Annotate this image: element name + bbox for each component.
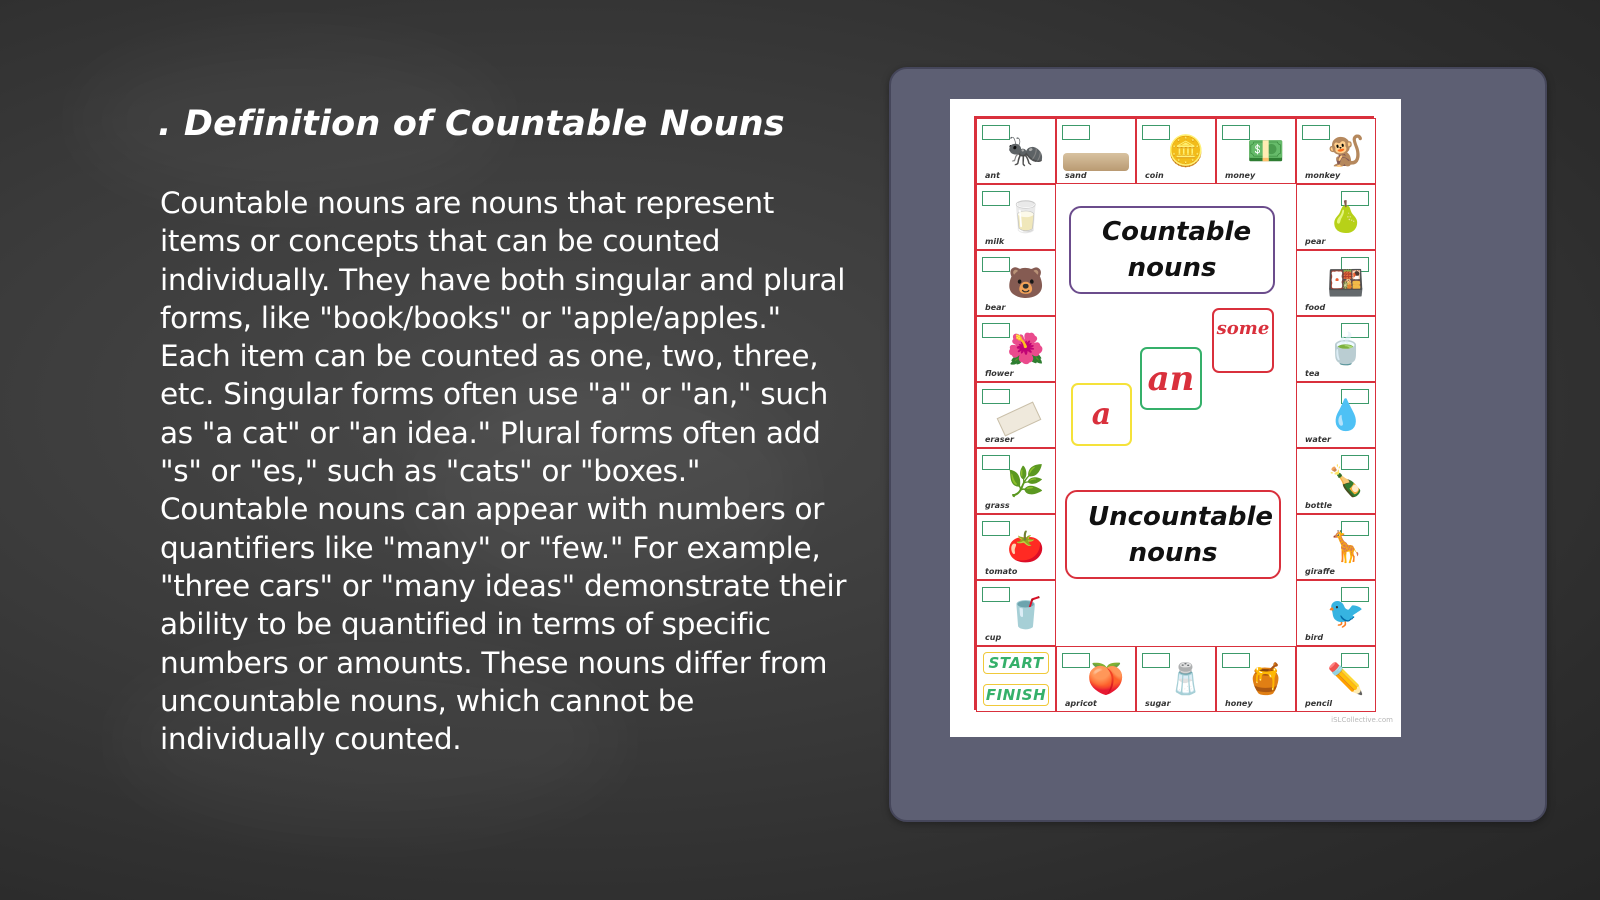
- cell-word: eraser: [985, 435, 1014, 444]
- board-cell-coin: [1136, 118, 1216, 184]
- cell-word: bird: [1305, 633, 1324, 642]
- cell-word: cup: [985, 633, 1002, 642]
- answer-box[interactable]: [1302, 125, 1330, 140]
- answer-box[interactable]: [1062, 125, 1090, 140]
- money-icon: 💵: [1247, 134, 1285, 169]
- cell-word: monkey: [1305, 171, 1341, 180]
- ant-icon: 🐜: [1007, 134, 1045, 169]
- cell-word: flower: [985, 369, 1014, 378]
- answer-box[interactable]: [982, 389, 1010, 404]
- cell-word: pear: [1305, 237, 1326, 246]
- cell-word: bear: [985, 303, 1006, 312]
- board-game: [974, 116, 1374, 710]
- honey-icon: 🍯: [1247, 662, 1285, 697]
- board-cell-honey: [1216, 646, 1296, 712]
- start-finish-cell: [976, 646, 1056, 712]
- board-cell-food: [1296, 250, 1376, 316]
- sand-icon: [1063, 153, 1129, 171]
- eraser-icon: [997, 401, 1042, 436]
- answer-box[interactable]: [982, 125, 1010, 140]
- cell-word: grass: [985, 501, 1010, 510]
- article-a-text: a: [1091, 397, 1112, 432]
- answer-box[interactable]: [982, 191, 1010, 206]
- answer-box[interactable]: [1062, 653, 1090, 668]
- cell-word: sugar: [1145, 699, 1171, 708]
- board-cell-sand: [1056, 118, 1136, 184]
- board-cell-ant: [976, 118, 1056, 184]
- bear-icon: 🐻: [1007, 266, 1045, 301]
- article-some-text: some: [1216, 318, 1270, 339]
- board-cell-pear: [1296, 184, 1376, 250]
- answer-box[interactable]: [982, 455, 1010, 470]
- milk-icon: 🥛: [1007, 200, 1045, 235]
- cell-word: food: [1305, 303, 1326, 312]
- slide-body-text: Countable nouns are nouns that represent items or concepts that can be counted individually. They have both singular and plural forms, like "book/books" or "apple/apples." Each item can be counted as one, two, three, etc. Singular forms often use "a" or "an," such as "a cat" or "an idea." Plural forms often add "s" or "es," such as "cats" or "boxes." Countable nouns can appear with numbers or quantifiers like "many" or "few." For example, "three cars" or "many ideas" demonstrate their ability to be quantified in terms of specific numbers or amounts. These nouns differ from uncountable nouns, which cannot be individually counted.: [160, 186, 847, 757]
- cell-word: water: [1305, 435, 1331, 444]
- cell-word: pencil: [1305, 699, 1333, 708]
- board-cell-pencil: [1296, 646, 1376, 712]
- bottle-icon: 🍾: [1327, 464, 1365, 499]
- pear-icon: 🍐: [1327, 200, 1365, 235]
- article-an: [1140, 347, 1202, 410]
- slide-title: . Definition of Countable Nouns: [158, 104, 785, 144]
- board-cell-sugar: [1136, 646, 1216, 712]
- uncountable-nouns-text: Uncountable nouns: [1088, 501, 1274, 568]
- answer-box[interactable]: [1142, 125, 1170, 140]
- board-cell-bottle: [1296, 448, 1376, 514]
- answer-box[interactable]: [982, 323, 1010, 338]
- coin-icon: 🪙: [1167, 134, 1205, 169]
- board-cell-monkey: [1296, 118, 1376, 184]
- cell-word: tomato: [985, 567, 1018, 576]
- board-cell-money: [1216, 118, 1296, 184]
- cell-word: apricot: [1065, 699, 1097, 708]
- answer-box[interactable]: [1142, 653, 1170, 668]
- finish-label: FINISH: [983, 684, 1049, 706]
- answer-box[interactable]: [982, 587, 1010, 602]
- worksheet-image: [950, 99, 1401, 737]
- monkey-icon: 🐒: [1327, 134, 1365, 169]
- start-label: START: [983, 652, 1049, 674]
- board-cell-water: [1296, 382, 1376, 448]
- apricot-icon: 🍑: [1087, 662, 1125, 697]
- cell-word: coin: [1145, 171, 1164, 180]
- grass-icon: 🌿: [1007, 464, 1045, 499]
- board-cell-milk: [976, 184, 1056, 250]
- pencil-icon: ✏️: [1327, 662, 1365, 697]
- food-icon: 🍱: [1327, 266, 1365, 301]
- article-an-text: an: [1147, 358, 1195, 399]
- cell-word: honey: [1225, 699, 1253, 708]
- tomato-icon: 🍅: [1007, 530, 1045, 565]
- answer-box[interactable]: [982, 257, 1010, 272]
- board-cell-apricot: [1056, 646, 1136, 712]
- board-cell-tea: [1296, 316, 1376, 382]
- answer-box[interactable]: [1222, 653, 1250, 668]
- cell-word: giraffe: [1305, 567, 1335, 576]
- tea-icon: 🍵: [1327, 332, 1365, 367]
- board-cell-flower: [976, 316, 1056, 382]
- cup-icon: 🥤: [1007, 596, 1045, 631]
- answer-box[interactable]: [982, 521, 1010, 536]
- board-cell-tomato: [976, 514, 1056, 580]
- article-some: [1212, 308, 1274, 373]
- article-a: [1071, 383, 1132, 446]
- countable-nouns-text: Countable nouns: [1102, 217, 1252, 283]
- water-icon: 💧: [1327, 398, 1365, 433]
- board-cell-bird: [1296, 580, 1376, 646]
- board-cell-cup: [976, 580, 1056, 646]
- cell-word: tea: [1305, 369, 1320, 378]
- board-cell-bear: [976, 250, 1056, 316]
- cell-word: money: [1225, 171, 1256, 180]
- cell-word: sand: [1065, 171, 1087, 180]
- uncountable-nouns-label: [1065, 490, 1281, 579]
- credit-text: iSLCollective.com: [1331, 716, 1393, 724]
- board-cell-eraser: [976, 382, 1056, 448]
- cell-word: bottle: [1305, 501, 1333, 510]
- sugar-icon: 🧂: [1167, 662, 1205, 697]
- countable-nouns-label: [1069, 206, 1275, 294]
- answer-box[interactable]: [1222, 125, 1250, 140]
- board-cell-giraffe: [1296, 514, 1376, 580]
- board-cell-grass: [976, 448, 1056, 514]
- giraffe-icon: 🦒: [1327, 530, 1365, 565]
- cell-word: milk: [985, 237, 1005, 246]
- cell-word: ant: [985, 171, 1000, 180]
- bird-icon: 🐦: [1327, 596, 1365, 631]
- flower-icon: 🌺: [1007, 332, 1045, 367]
